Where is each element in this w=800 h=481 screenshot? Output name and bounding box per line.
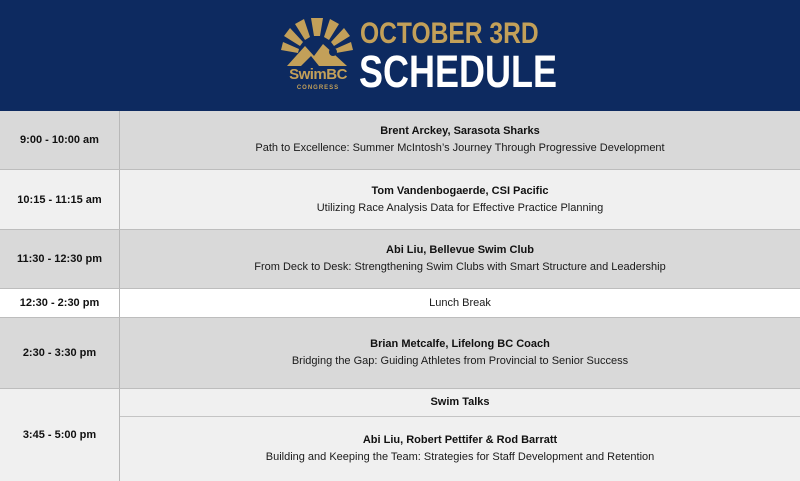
logo-subtitle: CONGRESS <box>296 85 340 91</box>
swim-talks-heading-cell <box>120 389 800 416</box>
schedule-row <box>0 230 800 288</box>
logo-wordmark: SwimBC <box>289 66 347 83</box>
talk-title: Utilizing Race Analysis Data for Effective Practice Planning <box>316 201 604 214</box>
session-cell <box>120 318 800 388</box>
speaker-name: Brian Metcalfe, Lifelong BC Coach <box>370 338 550 350</box>
time-slot: 2:30 - 3:30 pm <box>22 347 97 359</box>
page-title: SCHEDULE <box>359 46 558 97</box>
speaker-name: Tom Vandenbogaerde, CSI Pacific <box>371 184 549 197</box>
schedule-row-lunch <box>0 289 800 317</box>
schedule-row-swim-talks <box>0 389 800 481</box>
session-cell <box>120 111 800 169</box>
section-heading: Swim Talks <box>430 396 490 408</box>
speaker-name: Brent Arckey, Sarasota Sharks <box>380 125 540 137</box>
talk-title: From Deck to Desk: Strengthening Swim Clubs with Smart Structure and Leadership <box>254 261 666 273</box>
time-slot: 11:30 - 12:30 pm <box>17 253 102 265</box>
talk-title: Bridging the Gap: Guiding Athletes from Provincial to Senior Success <box>291 355 629 367</box>
speaker-name: Abi Liu, Bellevue Swim Club <box>386 244 534 256</box>
header-banner <box>0 0 800 111</box>
time-slot: 3:45 - 5:00 pm <box>22 429 97 441</box>
schedule-row <box>0 318 800 388</box>
swimbc-logo-icon <box>281 16 353 96</box>
session-cell <box>120 417 800 481</box>
time-slot: 9:00 - 10:00 am <box>20 134 99 146</box>
session-cell <box>120 170 800 229</box>
session-cell <box>120 289 800 317</box>
session-cell <box>120 230 800 288</box>
lunch-label: Lunch Break <box>429 296 491 309</box>
talk-title: Building and Keeping the Team: Strategies for Staff Development and Retention <box>265 451 655 463</box>
time-slot: 12:30 - 2:30 pm <box>19 297 100 309</box>
time-slot: 10:15 - 11:15 am <box>17 193 102 206</box>
date-title: OCTOBER 3RD <box>360 17 539 50</box>
schedule-row <box>0 111 800 169</box>
talk-title: Path to Excellence: Summer McIntosh’s Journey Through Progressive Development <box>255 142 665 154</box>
speaker-name: Abi Liu, Robert Pettifer & Rod Barratt <box>362 434 558 446</box>
schedule-row <box>0 170 800 229</box>
